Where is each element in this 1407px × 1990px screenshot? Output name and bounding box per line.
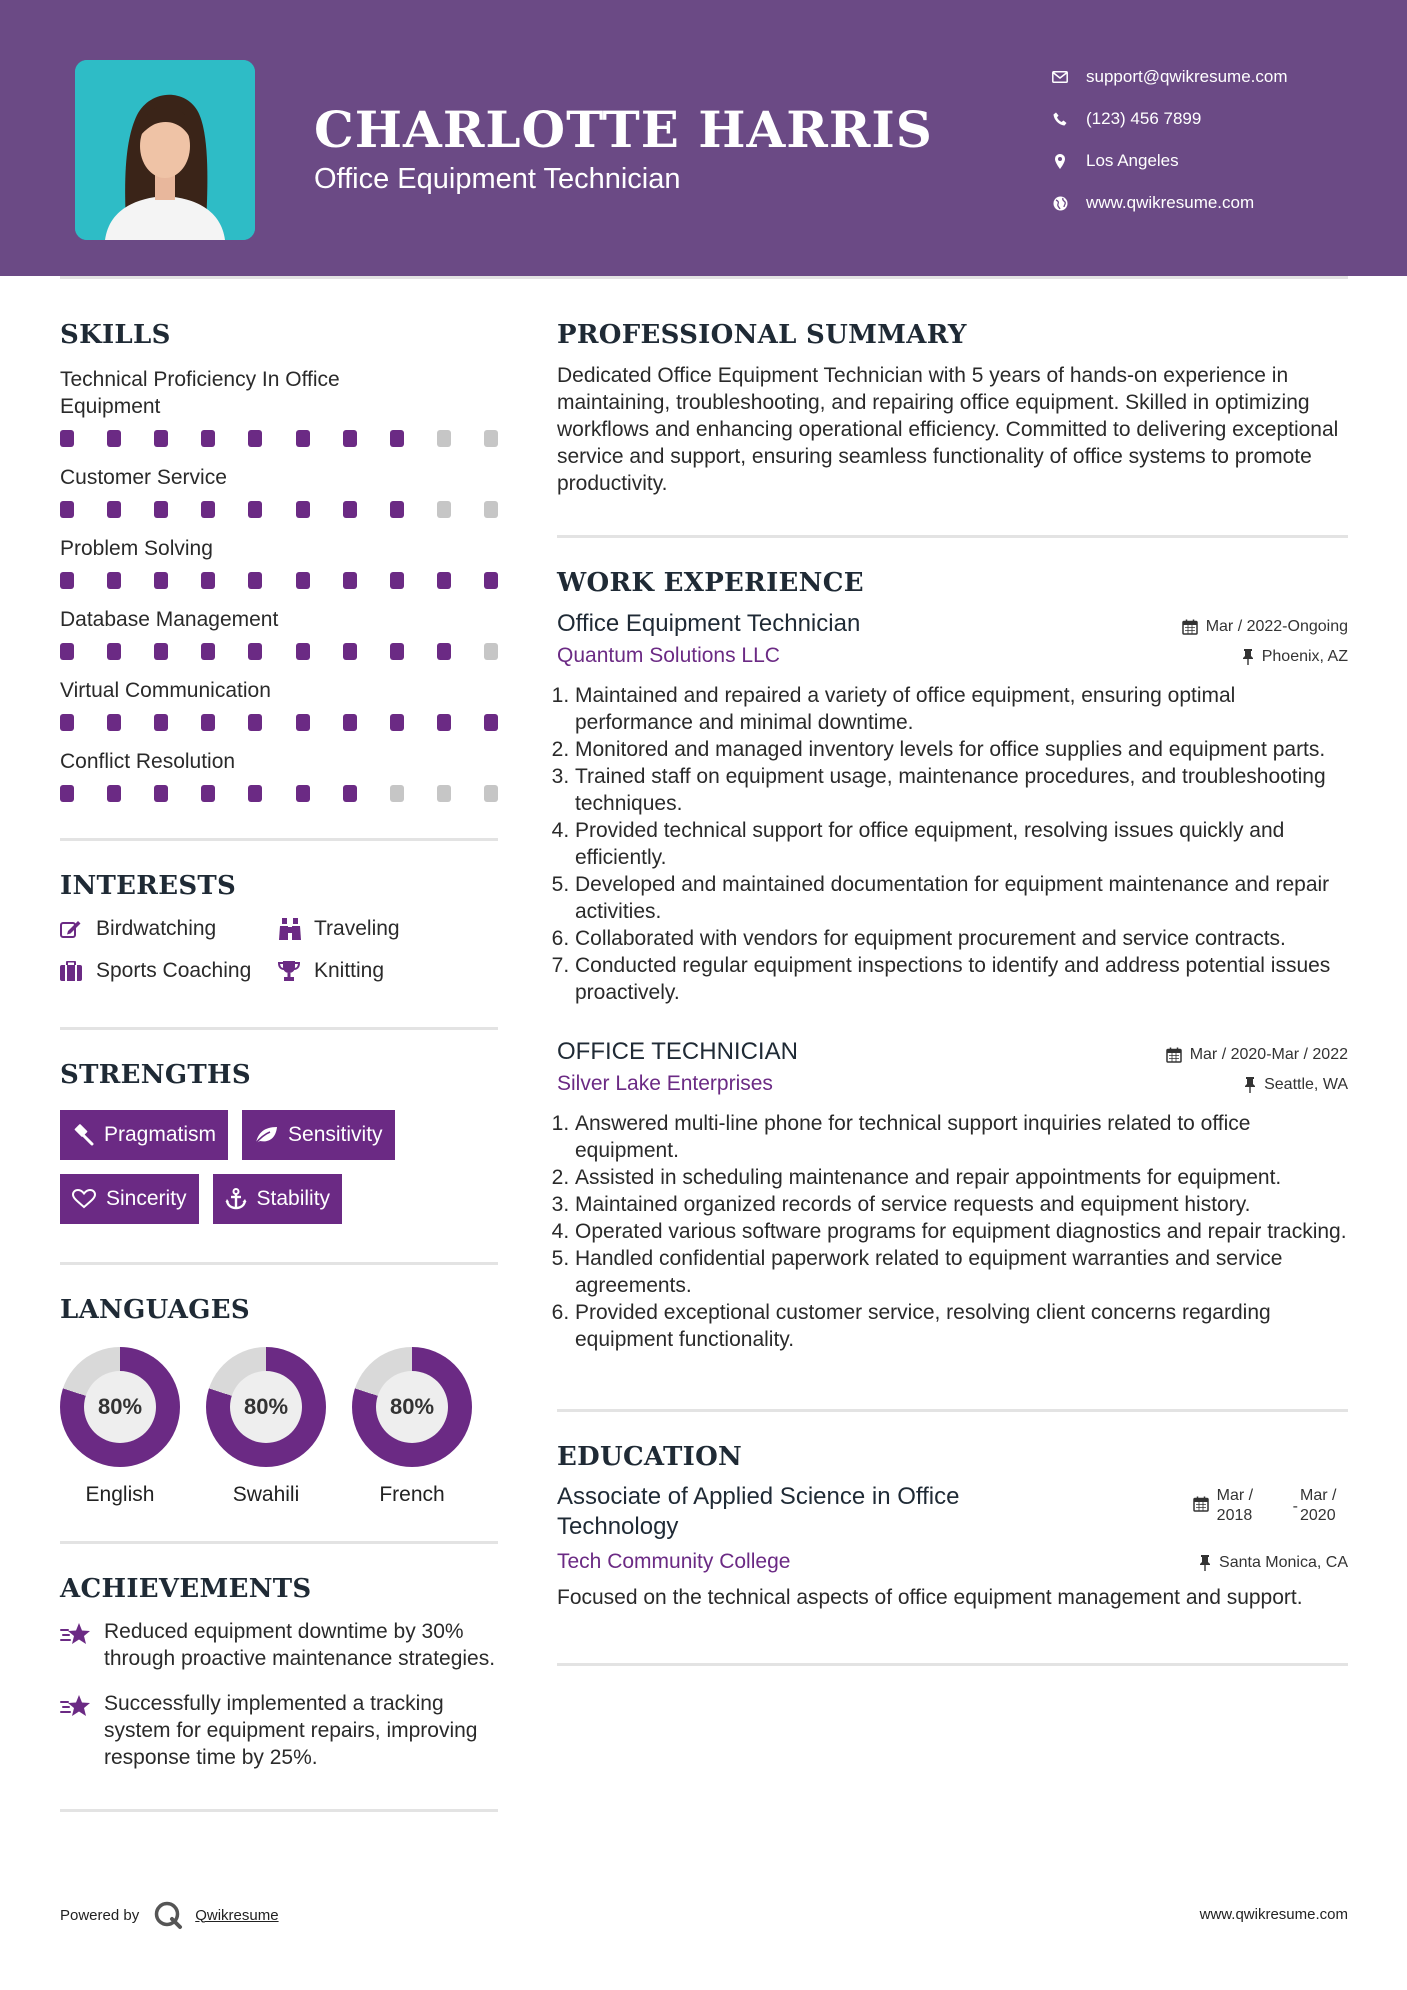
rating-dot-filled [248, 714, 262, 731]
rating-dot-filled [201, 714, 215, 731]
skill-name: Customer Service [60, 466, 227, 489]
achievement-item [60, 1618, 498, 1672]
responsibility-item: 6. Provided exceptional customer service, resolving client concerns regarding equipment functionality. [575, 1299, 1348, 1353]
degree-name: Associate of Applied Science in Office Technology [557, 1483, 960, 1540]
rating-dot-empty [484, 785, 498, 802]
right-column [557, 320, 1348, 1666]
company-name: Quantum Solutions LLC [557, 644, 780, 667]
resume-header [0, 0, 1407, 276]
interest-item [60, 959, 278, 983]
rating-dot-filled [343, 501, 357, 518]
section-divider [60, 1541, 498, 1544]
rating-dot-filled [296, 501, 310, 518]
job-subheader [557, 1072, 1348, 1096]
language-percent: 80% [84, 1371, 156, 1443]
responsibility-item: 4. Operated various software programs for equipment diagnostics and repair tracking. [575, 1218, 1348, 1245]
language-name: Swahili [232, 1483, 300, 1506]
achievement-item [60, 1690, 498, 1771]
interest-item [278, 959, 498, 983]
skill-name: Database Management [60, 608, 279, 631]
rating-dot-filled [390, 430, 404, 447]
rating-dot-filled [107, 430, 121, 447]
strength-chip [242, 1110, 395, 1160]
job-location-text: Seattle, WA [1264, 1076, 1348, 1093]
responsibility-item: 1. Answered multi-line phone for technical support inquiries related to office equipment. [575, 1110, 1348, 1164]
rating-dot-empty [484, 501, 498, 518]
skill-name: Technical Proficiency In Office Equipment [60, 368, 340, 418]
job-location [1244, 1076, 1348, 1094]
language-progress-ring [60, 1347, 180, 1467]
rating-dot-filled [107, 785, 121, 802]
education-start-date: Mar / 2018 [1216, 1487, 1254, 1524]
language-item [60, 1347, 180, 1507]
qwikresume-logo-icon [153, 1900, 183, 1930]
calendar-icon [1182, 619, 1198, 635]
language-percent: 80% [376, 1371, 448, 1443]
rating-dot-filled [154, 572, 168, 589]
job-date-text: Mar / 2020-Mar / 2022 [1189, 1046, 1348, 1063]
rating-dot-filled [201, 572, 215, 589]
pushpin-icon [1242, 649, 1254, 665]
skills-list [60, 366, 498, 802]
rating-dot-empty [437, 785, 451, 802]
interests-heading: INTERESTS [60, 871, 237, 901]
job-entry [557, 610, 1348, 1006]
rating-dot-filled [248, 572, 262, 589]
rating-dot-filled [201, 501, 215, 518]
footer-url[interactable]: www.qwikresume.com [1199, 1906, 1348, 1923]
rating-dot-filled [60, 714, 74, 731]
rating-dot-empty [390, 785, 404, 802]
responsibility-item: 1. Maintained and repaired a variety of office equipment, ensuring optimal performance and minimal downtime. [575, 682, 1348, 736]
skill-rating [60, 501, 498, 518]
rating-dot-filled [154, 430, 168, 447]
strength-label: Stability [256, 1187, 331, 1210]
language-item [206, 1347, 326, 1507]
rating-dot-filled [154, 714, 168, 731]
rating-dot-filled [484, 714, 498, 731]
contact-location-text: Los Angeles [1086, 151, 1179, 170]
education-date-separator: - [1292, 1498, 1298, 1515]
education-entry [557, 1482, 1348, 1611]
candidate-title: Office Equipment Technician [314, 163, 681, 195]
section-divider [60, 838, 498, 841]
rating-dot-filled [60, 785, 74, 802]
rating-dot-filled [248, 501, 262, 518]
education-subheader [557, 1550, 1348, 1574]
section-divider [557, 1663, 1348, 1666]
calendar-icon [1193, 1496, 1209, 1512]
portrait-image [75, 60, 255, 240]
calendar-icon [1166, 1047, 1182, 1063]
qwikresume-link[interactable]: Qwikresume [195, 1906, 279, 1924]
job-title: Office Equipment Technician [557, 610, 861, 637]
heart-icon [72, 1189, 96, 1209]
language-progress-ring [206, 1347, 326, 1467]
leaf-icon [254, 1125, 278, 1145]
interest-label: Sports Coaching [96, 959, 252, 982]
job-location-text: Phoenix, AZ [1261, 648, 1348, 665]
rating-dot-filled [343, 572, 357, 589]
edit-icon [60, 919, 84, 939]
strength-label: Sensitivity [288, 1123, 383, 1146]
strength-label: Sincerity [106, 1187, 187, 1210]
section-divider [60, 1262, 498, 1265]
achievements-heading: ACHIEVEMENTS [60, 1574, 312, 1604]
languages-heading: LANGUAGES [60, 1295, 250, 1325]
rating-dot-empty [484, 643, 498, 660]
summary-heading: PROFESSIONAL SUMMARY [557, 320, 967, 350]
school-name: Tech Community College [557, 1550, 791, 1573]
skill-name: Problem Solving [60, 537, 213, 560]
job-date [1166, 1046, 1348, 1064]
job-header [557, 1038, 1348, 1066]
skill-rating [60, 785, 498, 802]
contact-website[interactable] [1050, 182, 1288, 224]
rating-dot-filled [296, 572, 310, 589]
interest-label: Birdwatching [96, 917, 217, 940]
language-percent: 80% [230, 1371, 302, 1443]
education-end-date: Mar / 2020 [1300, 1487, 1337, 1524]
interests-list [60, 917, 498, 983]
contact-location [1050, 140, 1288, 182]
responsibility-item: 7. Conducted regular equipment inspections to identify and address potential issues proactively. [575, 952, 1348, 1006]
anchor-icon [225, 1188, 247, 1210]
responsibility-item: 2. Assisted in scheduling maintenance and repair appointments for equipment. [575, 1164, 1348, 1191]
skills-heading: SKILLS [60, 320, 171, 350]
rating-dot-filled [343, 785, 357, 802]
rating-dot-filled [390, 714, 404, 731]
contact-list [1050, 56, 1288, 224]
rating-dot-filled [343, 643, 357, 660]
education-location [1199, 1554, 1348, 1572]
rating-dot-filled [248, 785, 262, 802]
achievements-list [60, 1618, 498, 1771]
education-description: Focused on the technical aspects of office equipment management and support. [557, 1586, 1303, 1609]
skill-name: Virtual Communication [60, 679, 271, 702]
contact-phone[interactable] [1050, 98, 1288, 140]
rating-dot-filled [60, 430, 74, 447]
rating-dot-filled [107, 572, 121, 589]
education-dates [1193, 1486, 1348, 1526]
rating-dot-filled [201, 643, 215, 660]
rating-dot-filled [437, 643, 451, 660]
rating-dot-filled [154, 643, 168, 660]
education-header [557, 1482, 1348, 1542]
section-divider [60, 1809, 498, 1812]
languages-list [60, 1347, 498, 1507]
job-location [1242, 648, 1348, 666]
company-name: Silver Lake Enterprises [557, 1072, 773, 1095]
footer-branding [60, 1900, 279, 1930]
envelope-icon [1050, 71, 1070, 83]
rating-dot-filled [390, 572, 404, 589]
job-entry [557, 1038, 1348, 1353]
strength-label: Pragmatism [104, 1123, 217, 1146]
education-heading: EDUCATION [557, 1442, 743, 1472]
pushpin-icon [1244, 1077, 1256, 1093]
trophy-icon [278, 960, 302, 982]
contact-email[interactable] [1050, 56, 1288, 98]
job-header [557, 610, 1348, 638]
strengths-list [60, 1110, 498, 1224]
responsibility-item: 2. Monitored and managed inventory levels for office supplies and equipment parts. [575, 736, 1348, 763]
rating-dot-filled [296, 714, 310, 731]
interest-label: Traveling [314, 917, 400, 940]
education-location-text: Santa Monica, CA [1219, 1554, 1348, 1571]
skill-rating [60, 572, 498, 589]
interest-label: Knitting [314, 959, 385, 982]
job-responsibilities [557, 682, 1348, 1006]
pushpin-icon [1199, 1555, 1211, 1571]
interest-item [278, 917, 498, 941]
job-date [1182, 618, 1348, 636]
language-item [352, 1347, 472, 1507]
experience-heading: WORK EXPERIENCE [557, 568, 864, 598]
rating-dot-filled [60, 501, 74, 518]
rating-dot-filled [343, 714, 357, 731]
rating-dot-filled [437, 714, 451, 731]
header-divider [60, 276, 1348, 279]
star-icon [60, 1690, 92, 1771]
rating-dot-filled [390, 643, 404, 660]
responsibility-item: 5. Developed and maintained documentation for equipment maintenance and repair activities. [575, 871, 1348, 925]
responsibility-item: 3. Trained staff on equipment usage, maintenance procedures, and troubleshooting techniques. [575, 763, 1348, 817]
language-name: English [85, 1483, 155, 1506]
language-progress-ring [352, 1347, 472, 1467]
rating-dot-filled [343, 430, 357, 447]
responsibility-item: 3. Maintained organized records of service requests and equipment history. [575, 1191, 1348, 1218]
rating-dot-filled [201, 785, 215, 802]
strengths-heading: STRENGTHS [60, 1060, 251, 1090]
strength-chip [213, 1174, 343, 1224]
responsibility-item: 4. Provided technical support for office equipment, resolving issues quickly and efficiently. [575, 817, 1348, 871]
contact-email-text: support@qwikresume.com [1086, 67, 1288, 86]
responsibility-item: 5. Handled confidential paperwork related to equipment warranties and service agreements. [575, 1245, 1348, 1299]
rating-dot-filled [248, 643, 262, 660]
rating-dot-filled [390, 501, 404, 518]
profile-photo [75, 60, 255, 240]
rating-dot-filled [107, 501, 121, 518]
rating-dot-filled [154, 501, 168, 518]
job-date-text: Mar / 2022-Ongoing [1205, 618, 1348, 635]
candidate-name: CHARLOTTE HARRIS [314, 100, 933, 159]
rating-dot-filled [60, 643, 74, 660]
rating-dot-filled [296, 643, 310, 660]
interest-item [60, 917, 278, 941]
rating-dot-filled [60, 572, 74, 589]
rating-dot-empty [437, 430, 451, 447]
rating-dot-filled [484, 572, 498, 589]
rating-dot-filled [201, 430, 215, 447]
responsibility-item: 6. Collaborated with vendors for equipment procurement and service contracts. [575, 925, 1348, 952]
section-divider [60, 1027, 498, 1030]
globe-icon [1050, 196, 1070, 211]
contact-phone-text: (123) 456 7899 [1086, 109, 1202, 128]
skill-rating [60, 643, 498, 660]
rating-dot-filled [107, 643, 121, 660]
contact-website-text: www.qwikresume.com [1086, 193, 1255, 212]
rating-dot-filled [248, 430, 262, 447]
rating-dot-filled [154, 785, 168, 802]
map-pin-icon [1050, 154, 1070, 169]
strength-chip [60, 1110, 228, 1160]
rating-dot-filled [296, 430, 310, 447]
binoculars-icon [278, 918, 302, 940]
rating-dot-empty [484, 430, 498, 447]
powered-by-label: Powered by [60, 1906, 140, 1924]
star-icon [60, 1618, 92, 1672]
language-name: French [379, 1483, 445, 1506]
strength-chip [60, 1174, 199, 1224]
left-column [60, 320, 498, 1812]
rating-dot-filled [107, 714, 121, 731]
job-subheader [557, 644, 1348, 668]
skill-rating [60, 430, 498, 447]
summary-text: Dedicated Office Equipment Technician with 5 years of hands-on experience in maintaining, troubleshooting, and repairing office equipment. Skilled in optimizing workflows and enhancing operational efficiency. Committed to delivering exceptional service and support, ensuring seamless functionality of office systems to promote productivity. [557, 364, 1339, 495]
section-divider [557, 1409, 1348, 1412]
rating-dot-filled [296, 785, 310, 802]
section-divider [557, 535, 1348, 538]
skill-name: Conflict Resolution [60, 750, 236, 773]
job-title: OFFICE TECHNICIAN [557, 1038, 798, 1065]
achievement-text: Successfully implemented a tracking system for equipment repairs, improving response time by 25%. [104, 1692, 478, 1769]
rating-dot-filled [437, 572, 451, 589]
briefcase-icon [60, 961, 84, 981]
rating-dot-empty [437, 501, 451, 518]
skill-rating [60, 714, 498, 731]
gavel-icon [72, 1124, 94, 1146]
achievement-text: Reduced equipment downtime by 30% through proactive maintenance strategies. [104, 1620, 496, 1670]
phone-icon [1050, 112, 1070, 126]
job-responsibilities [557, 1110, 1348, 1353]
